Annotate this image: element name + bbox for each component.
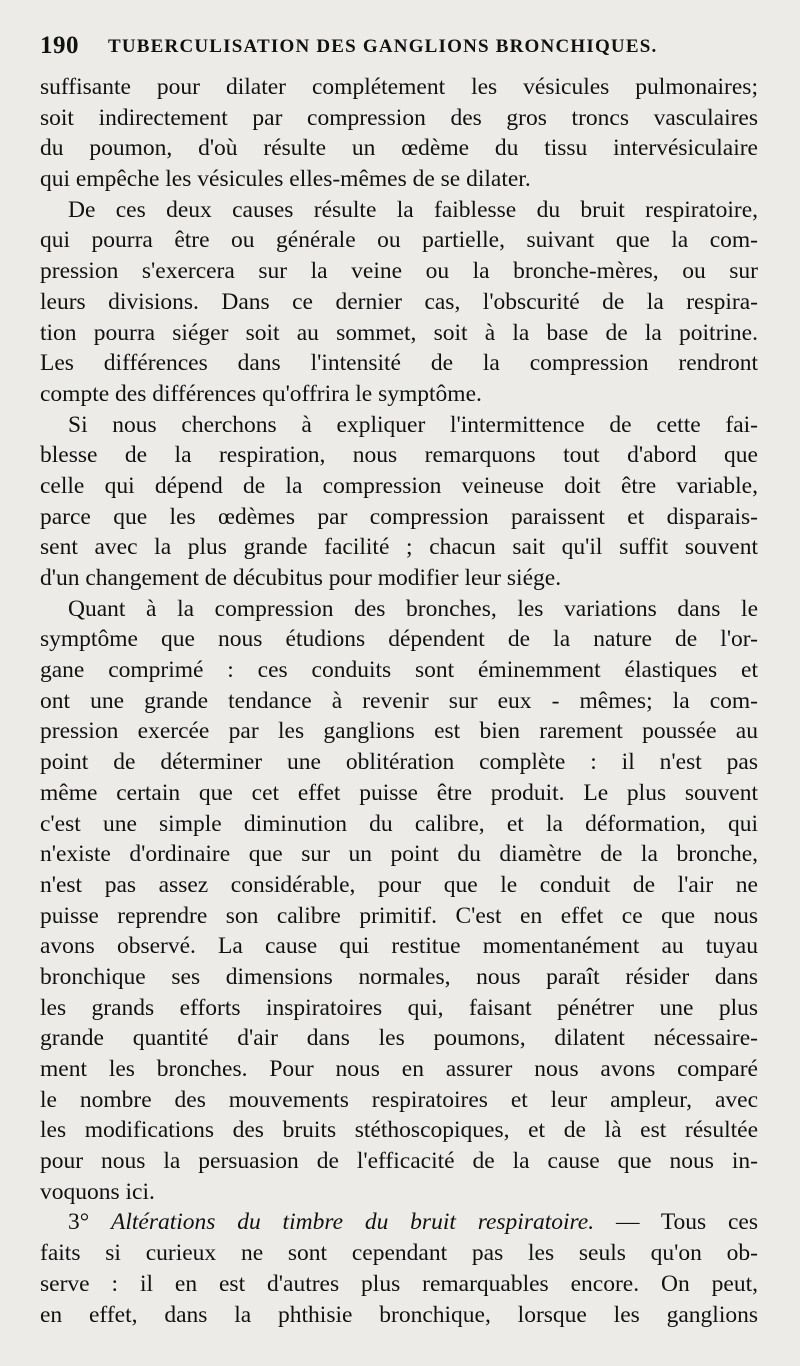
text-line: les modifications des bruits stéthoscopiques, et de là est résultée [40, 1117, 758, 1144]
text-line: en effet, dans la phthisie bronchique, lorsque les ganglions [40, 1301, 758, 1328]
text-line: pour nous la persuasion de l'efficacité de la cause que nous in- [40, 1148, 758, 1175]
text-line: puisse reprendre son calibre primitif. C'est en effet ce que nous [40, 902, 758, 929]
text-line: point de déterminer une oblitération complète : il n'est pas [40, 749, 758, 776]
text-line: Quant à la compression des bronches, les variations dans le [68, 595, 758, 622]
text-line: sent avec la plus grande facilité ; chacun sait qu'il suffit souvent [40, 534, 758, 561]
text-line: le nombre des mouvements respiratoires et leur ampleur, avec [40, 1086, 758, 1113]
text-line: ment les bronches. Pour nous en assurer nous avons comparé [40, 1056, 758, 1082]
text-line: du poumon, d'où résulte un œdème du tissu intervésiculaire [40, 135, 758, 162]
body-text [40, 72, 758, 1330]
section-number: 3° [68, 1209, 90, 1236]
text-line: compte des différences qu'offrira le symptôme. [40, 380, 482, 407]
text-line: leurs divisions. Dans ce dernier cas, l'obscurité de la respira- [40, 288, 758, 315]
text-line: d'un changement de décubitus pour modifier leur siége. [40, 565, 562, 591]
text-line: avons observé. La cause qui restitue momentanément au tuyau [40, 933, 758, 960]
text-line: grande quantité d'air dans les poumons, dilatent nécessaire- [40, 1025, 758, 1052]
text-line: bronchique ses dimensions normales, nous paraît résider dans [40, 963, 758, 990]
text-line: blesse de la respiration, nous remarquons tout d'abord que [40, 442, 758, 469]
text-line: faits si curieux ne sont cependant pas les seuls qu'on ob- [40, 1240, 758, 1267]
page-number: 190 [40, 32, 79, 59]
running-title: TUBERCULISATION DES GANGLIONS BRONCHIQUES. [108, 36, 658, 57]
text-line: symptôme que nous étudions dépendent de la nature de l'or- [40, 626, 758, 653]
text-line: pression exercée par les ganglions est bien rarement poussée au [40, 718, 758, 745]
text-line: c'est une simple diminution du calibre, et la déformation, qui [40, 810, 758, 837]
text-line: voquons ici. [40, 1178, 155, 1205]
text-line: parce que les œdèmes par compression paraissent et disparais- [40, 503, 758, 530]
section-title: Altérations du timbre du bruit respiratoire. [110, 1209, 595, 1236]
text-line: serve : il en est d'autres plus remarquables encore. On peut, [40, 1270, 758, 1297]
text-line: suffisante pour dilater complétement les vésicules pulmonaires; [40, 74, 758, 100]
text-line: même certain que cet effet puisse être produit. Le plus souvent [40, 779, 758, 806]
text-line: les grands efforts inspiratoires qui, faisant pénétrer une plus [40, 994, 758, 1021]
text-line: celle qui dépend de la compression veineuse doit être variable, [40, 472, 758, 499]
text-line: qui pourra être ou générale ou partielle, suivant que la com- [40, 227, 758, 254]
text-line: Les différences dans l'intensité de la compression rendront [40, 350, 758, 377]
text-line: n'existe d'ordinaire que sur un point du diamètre de la bronche, [40, 841, 758, 868]
text-line: qui empêche les vésicules elles-mêmes de se dilater. [40, 166, 531, 193]
section-heading-line [40, 1207, 758, 1238]
text-line: Si nous cherchons à expliquer l'intermittence de cette fai- [68, 411, 758, 438]
text-line: soit indirectement par compression des gros troncs vasculaires [40, 104, 758, 131]
text-line: n'est pas assez considérable, pour que le conduit de l'air ne [40, 871, 758, 898]
section-dash: — Tous ces [615, 1209, 759, 1236]
text-line: ont une grande tendance à revenir sur eux - mêmes; la com- [40, 687, 758, 714]
text-line: pression s'exercera sur la veine ou la bronche-mères, ou sur [40, 258, 758, 285]
text-line: De ces deux causes résulte la faiblesse du bruit respiratoire, [68, 196, 758, 223]
text-line: gane comprimé : ces conduits sont éminemment élastiques et [40, 657, 758, 684]
text-line: tion pourra siéger soit au sommet, soit à la base de la poitrine. [40, 319, 758, 346]
page-header [40, 32, 760, 66]
